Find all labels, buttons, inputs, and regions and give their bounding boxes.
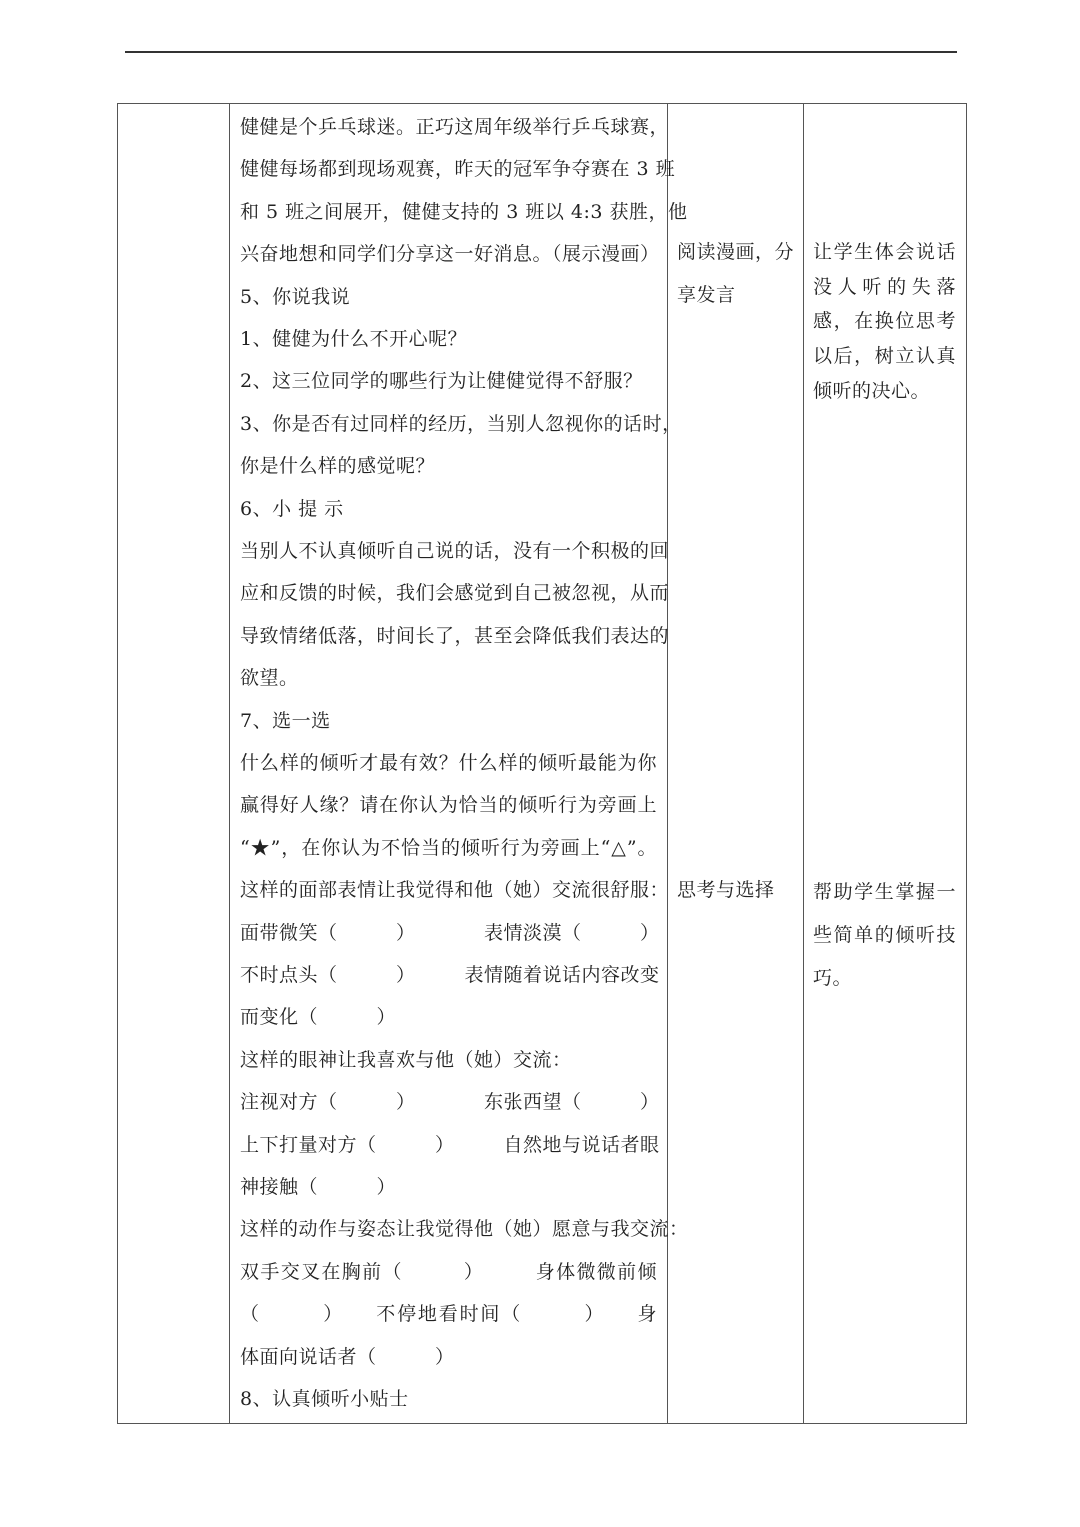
content-line: 而变化（ ） xyxy=(240,1006,397,1028)
design-intent-cell xyxy=(804,104,967,1424)
intent-line: 倾听的决心。 xyxy=(813,380,931,402)
activity-line: 阅读漫画，分 xyxy=(677,241,795,263)
content-line: 3、你是否有过同样的经历，当别人忽视你的话时， xyxy=(240,413,682,435)
content-line: 注视对方（ ） 东张西望（ ） xyxy=(240,1091,660,1113)
content-line: （ ） 不停地看时间（ ） 身 xyxy=(240,1303,657,1325)
header-rule xyxy=(125,51,957,53)
content-line: 8、认真倾听小贴士 xyxy=(240,1388,409,1410)
activity-line: 享发言 xyxy=(677,284,736,306)
content-line: “★”，在你认为不恰当的倾听行为旁画上“△”。 xyxy=(240,837,657,859)
content-line: 5、你说我说 xyxy=(240,286,351,308)
lesson-plan-table xyxy=(117,103,967,1424)
teaching-process-cell xyxy=(230,104,689,1424)
content-line: 健健每场都到现场观赛，昨天的冠军争夺赛在 3 班 xyxy=(240,158,676,180)
content-line: 2、这三位同学的哪些行为让健健觉得不舒服？ xyxy=(240,370,643,392)
content-line: 面带微笑（ ） 表情淡漠（ ） xyxy=(240,922,660,944)
content-line: 和 5 班之间展开，健健支持的 3 班以 4:3 获胜，他 xyxy=(240,201,688,223)
content-line: 当别人不认真倾听自己说的话，没有一个积极的回 xyxy=(240,540,670,562)
content-line: 这样的眼神让我喜欢与他（她）交流： xyxy=(240,1049,572,1071)
empty-column-cell xyxy=(118,104,230,1424)
content-line: 应和反馈的时候，我们会感觉到自己被忽视，从而 xyxy=(240,582,670,604)
content-line: 1、健健为什么不开心呢？ xyxy=(240,328,468,350)
content-line: 不时点头（ ） 表情随着说话内容改变 xyxy=(240,964,660,986)
content-line: 赢得好人缘？请在你认为恰当的倾听行为旁画上 xyxy=(240,794,657,816)
activity-line: 思考与选择 xyxy=(677,879,775,901)
content-line: 神接触（ ） xyxy=(240,1176,397,1198)
student-activity-cell xyxy=(668,104,804,1424)
content-line: 这样的动作与姿态让我觉得他（她）愿意与我交流： xyxy=(240,1218,689,1240)
intent-line: 没人听的失落 xyxy=(813,276,956,298)
intent-line: 以后，树立认真 xyxy=(813,345,956,367)
content-line: 欲望。 xyxy=(240,667,299,689)
content-line: 什么样的倾听才最有效？什么样的倾听最能为你 xyxy=(240,752,657,774)
content-line: 6、小 提 示 xyxy=(240,498,344,520)
intent-line: 些简单的倾听技 xyxy=(813,924,956,946)
intent-line: 帮助学生掌握一 xyxy=(813,881,956,903)
intent-line: 巧。 xyxy=(813,967,853,989)
content-line: 上下打量对方（ ） 自然地与说话者眼 xyxy=(240,1134,660,1156)
content-line: 7、选一选 xyxy=(240,710,331,732)
content-line: 兴奋地想和同学们分享这一好消息。（展示漫画） xyxy=(240,243,660,265)
content-line: 体面向说话者（ ） xyxy=(240,1346,455,1368)
content-line: 这样的面部表情让我觉得和他（她）交流很舒服： xyxy=(240,879,670,901)
content-line: 导致情绪低落，时间长了，甚至会降低我们表达的 xyxy=(240,625,670,647)
intent-line: 让学生体会说话 xyxy=(813,241,956,263)
intent-line: 感，在换位思考 xyxy=(813,310,956,332)
content-line: 双手交叉在胸前（ ） 身体微微前倾 xyxy=(240,1261,657,1283)
content-line: 健健是个乒乓球迷。正巧这周年级举行乒乓球赛， xyxy=(240,116,670,138)
content-line: 你是什么样的感觉呢？ xyxy=(240,455,436,477)
